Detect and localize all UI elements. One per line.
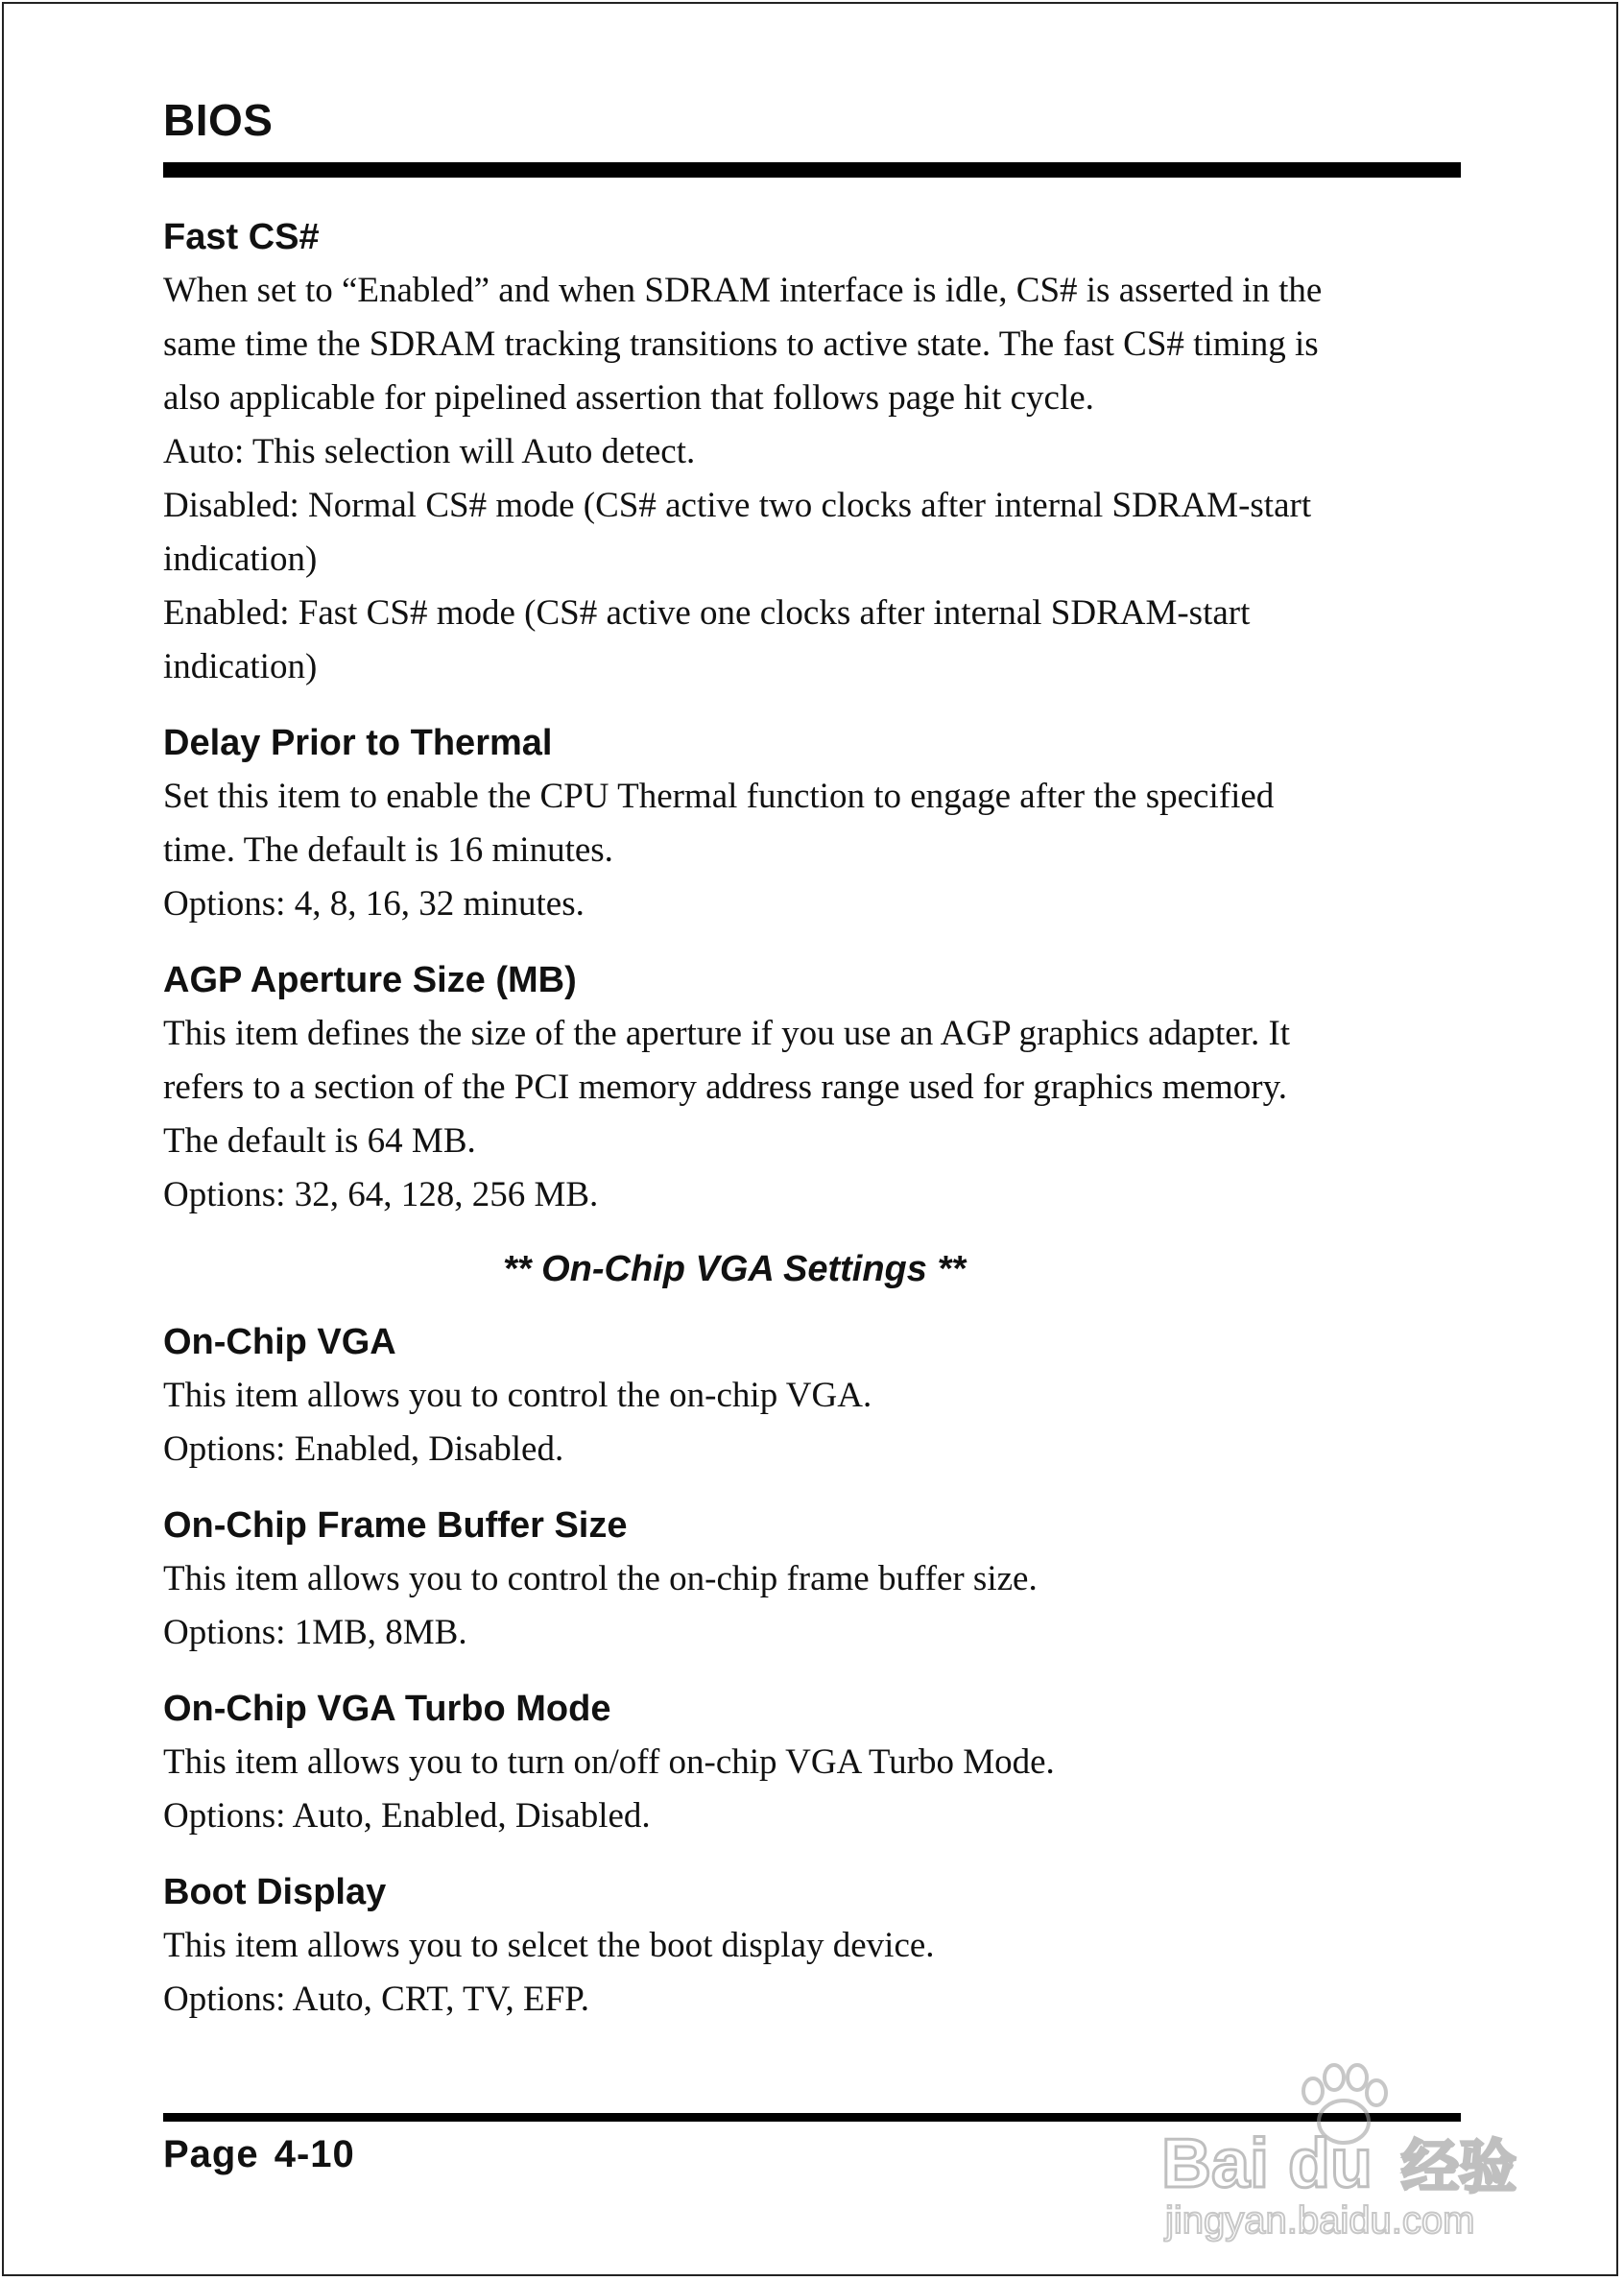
header-divider: [163, 162, 1461, 178]
body-line: Options: Enabled, Disabled.: [163, 1429, 564, 1469]
section-body: [163, 264, 1469, 694]
body-line: Options: Auto, CRT, TV, EFP.: [163, 1980, 589, 2019]
body-line: Options: Auto, Enabled, Disabled.: [163, 1796, 651, 1836]
watermark-brand: Bai du: [1161, 2125, 1373, 2202]
body-line: When set to “Enabled” and when SDRAM interface is idle, CS# is asserted in the: [163, 271, 1323, 310]
section-delay-prior-to-thermal: [163, 716, 1469, 931]
section-heading: On-Chip Frame Buffer Size: [163, 1505, 628, 1546]
body-line: This item allows you to turn on/off on-chip VGA Turbo Mode.: [163, 1742, 1055, 1782]
section-on-chip-vga: [163, 1315, 1469, 1477]
body-line: indication): [163, 647, 318, 686]
section-boot-display: [163, 1865, 1469, 2027]
watermark-graphic: [1142, 2045, 1545, 2246]
page-header-title: BIOS: [163, 95, 274, 145]
section-heading: On-Chip VGA: [163, 1322, 396, 1362]
body-line: This item allows you to selcet the boot display device.: [163, 1926, 935, 1965]
section-body: [163, 770, 1469, 931]
body-line: Options: 1MB, 8MB.: [163, 1613, 467, 1652]
section-body: [163, 1552, 1469, 1660]
section-on-chip-frame-buffer-size: [163, 1499, 1469, 1660]
section-body: [163, 1736, 1469, 1843]
body-line: The default is 64 MB.: [163, 1121, 476, 1161]
body-line: This item defines the size of the aperture if you use an AGP graphics adapter. It: [163, 1014, 1291, 1053]
body-line: Auto: This selection will Auto detect.: [163, 432, 696, 471]
section-body: [163, 1919, 1469, 2027]
section-on-chip-vga-turbo-mode: [163, 1682, 1469, 1843]
section-heading: Delay Prior to Thermal: [163, 723, 553, 763]
section-fast-cs: [163, 210, 1469, 694]
section-heading: Fast CS#: [163, 217, 320, 257]
section-body: [163, 1369, 1469, 1477]
body-line: Enabled: Fast CS# mode (CS# active one clocks after internal SDRAM-start: [163, 593, 1251, 633]
body-line: Disabled: Normal CS# mode (CS# active two clocks after internal SDRAM-start: [163, 486, 1312, 525]
vga-settings-title: ** On-Chip VGA Settings **: [502, 1249, 967, 1289]
watermark-url: jingyan.baidu.com: [1165, 2199, 1475, 2242]
section-body: [163, 1007, 1469, 1222]
body-line: Options: 32, 64, 128, 256 MB.: [163, 1175, 599, 1214]
body-line: Set this item to enable the CPU Thermal function to engage after the specified: [163, 777, 1275, 816]
watermark-brand-cn: 经验: [1401, 2135, 1517, 2199]
page-number: Page 4-10: [163, 2133, 355, 2175]
body-line: This item allows you to control the on-chip frame buffer size.: [163, 1559, 1038, 1598]
body-line: refers to a section of the PCI memory address range used for graphics memory.: [163, 1068, 1287, 1107]
body-line: This item allows you to control the on-chip VGA.: [163, 1376, 872, 1415]
body-line: same time the SDRAM tracking transitions to active state. The fast CS# timing is: [163, 324, 1319, 364]
section-heading: Boot Display: [163, 1872, 387, 1912]
section-heading: On-Chip VGA Turbo Mode: [163, 1689, 611, 1729]
section-heading: AGP Aperture Size (MB): [163, 960, 577, 1000]
section-agp-aperture-size: [163, 953, 1469, 1222]
body-line: indication): [163, 540, 318, 579]
baidu-watermark: [1142, 2045, 1545, 2246]
body-line: Options: 4, 8, 16, 32 minutes.: [163, 884, 585, 924]
body-line: time. The default is 16 minutes.: [163, 830, 613, 870]
document-body: [163, 210, 1469, 2027]
body-line: also applicable for pipelined assertion that follows page hit cycle.: [163, 378, 1094, 418]
